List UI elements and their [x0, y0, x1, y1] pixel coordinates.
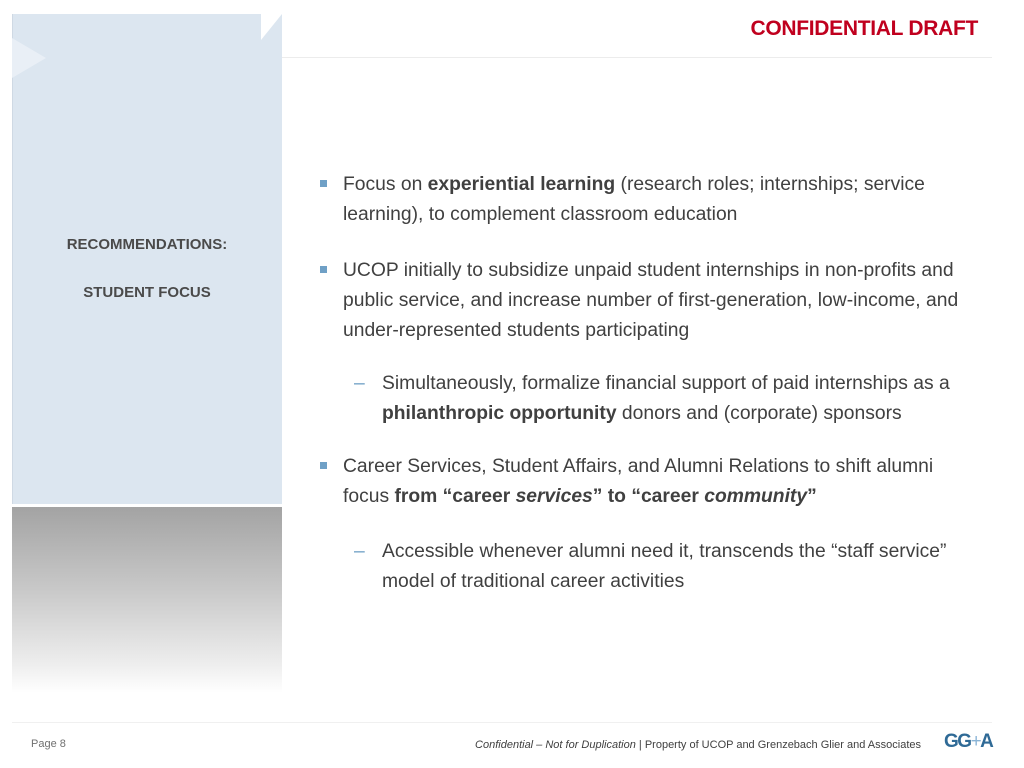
square-bullet-icon	[320, 180, 327, 187]
footer-divider	[12, 722, 992, 723]
bullet-emphasis: ”	[807, 486, 817, 507]
footer-notice	[475, 739, 921, 751]
sub-list-item	[318, 369, 978, 429]
dash-bullet-icon: –	[354, 373, 365, 394]
section-title: RECOMMENDATIONS:	[66, 236, 228, 253]
bullet-text: Accessible whenever alumni need it, transcends the “staff service” model of traditional career activities	[382, 541, 947, 592]
confidential-notice: Confidential – Not for Duplication	[475, 739, 636, 751]
sub-list-item	[318, 537, 978, 597]
sidebar-corner-notch	[261, 14, 282, 40]
bullet-text: donors and (corporate) sponsors	[616, 403, 902, 424]
bullet-text: (research roles; internships; service learning), to complement classroom education	[343, 174, 925, 225]
bullet-text: Focus on	[343, 174, 428, 195]
chevron-icon	[12, 38, 46, 78]
square-bullet-icon	[320, 462, 327, 469]
logo-text: GG	[944, 731, 971, 752]
confidential-draft-label: CONFIDENTIAL DRAFT	[750, 17, 978, 40]
dash-bullet-icon: –	[354, 541, 365, 562]
logo-text: A	[980, 731, 993, 752]
sidebar-panel	[12, 14, 282, 504]
list-item	[318, 452, 978, 512]
bullet-text: Simultaneously, formalize financial support of paid internships as a	[382, 373, 950, 394]
bullet-emphasis-italic: community	[704, 486, 808, 507]
bullet-text: UCOP initially to subsidize unpaid student internships in non-profits and public service, and increase number of first-generation, low-income, and under-represented students participating	[343, 260, 959, 341]
bullet-emphasis: ” to “career	[592, 486, 705, 507]
sidebar-edge	[12, 14, 13, 504]
page-number: Page 8	[31, 738, 66, 750]
square-bullet-icon	[320, 266, 327, 273]
bullet-text: Career Services, Student Affairs, and Alumni Relations to shift alumni focus	[343, 456, 934, 507]
recommendations-list	[318, 170, 978, 597]
logo-plus: +	[970, 731, 981, 752]
section-subtitle: STUDENT FOCUS	[83, 284, 211, 301]
bullet-emphasis: from “career	[394, 486, 516, 507]
list-item	[318, 170, 978, 230]
property-notice: Property of UCOP and Grenzebach Glier and Associates	[644, 739, 921, 751]
bullet-emphasis: experiential learning	[427, 174, 616, 195]
list-item	[318, 256, 978, 346]
sidebar-gradient	[12, 507, 282, 693]
bullet-emphasis: philanthropic opportunity	[382, 403, 617, 424]
bullet-emphasis-italic: services	[515, 486, 593, 507]
footer-separator: |	[635, 739, 645, 751]
header-divider	[282, 57, 992, 58]
gga-logo	[944, 731, 992, 753]
